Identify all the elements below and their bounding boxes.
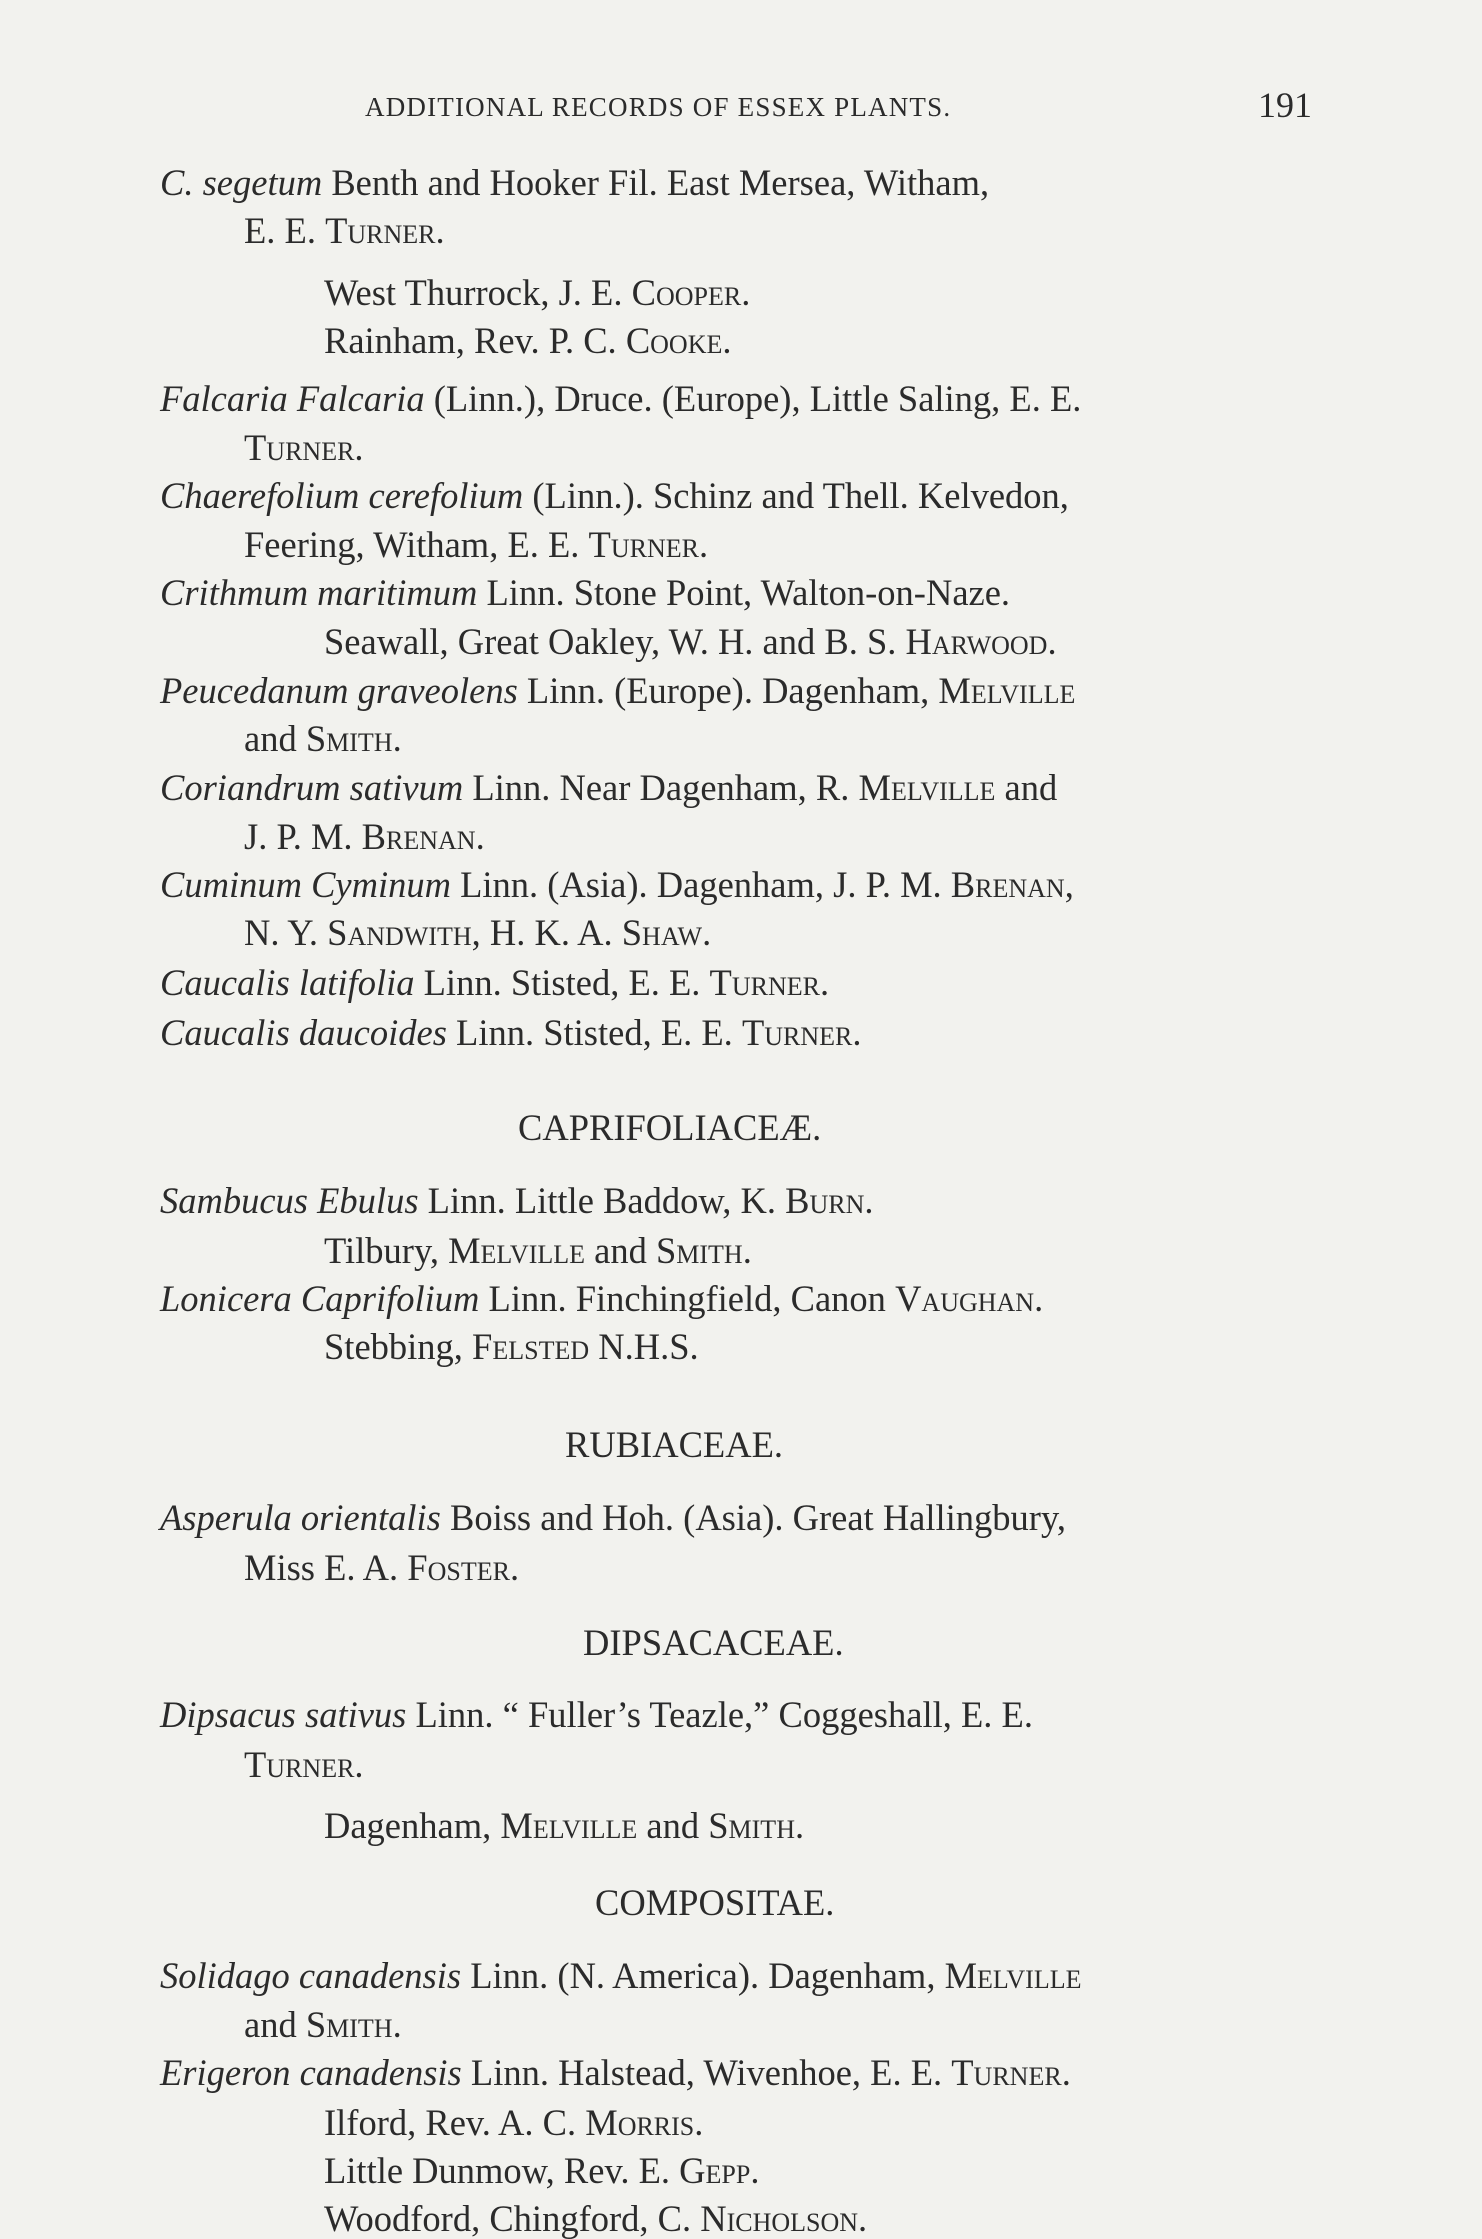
line-text: and	[244, 2004, 306, 2045]
line-text: Linn. Finchingfield, Canon	[479, 1278, 896, 1319]
line-tail: .	[392, 2004, 402, 2045]
collector-name: Smith	[305, 718, 393, 759]
text-line	[244, 210, 445, 251]
line-text: Tilbury,	[324, 1230, 449, 1271]
collector-name: Turner	[244, 427, 355, 468]
line-text: Boiss and Hoh. (Asia). Great Hallingbury,	[440, 1497, 1066, 1538]
line-text: Linn. “ Fuller’s Teazle,” Coggeshall, E. E.	[406, 1694, 1033, 1735]
line-text: Linn. (Asia). Dagenham, J. P. M.	[450, 864, 951, 905]
text-line	[244, 427, 364, 468]
line-text: Linn. Halstead, Wivenhoe, E. E.	[461, 2052, 952, 2093]
line-tail: and	[585, 1230, 656, 1271]
text-line	[324, 1230, 752, 1271]
line-tail: ,	[1064, 864, 1074, 905]
line-text: Dagenham,	[324, 1805, 501, 1846]
text-line	[160, 1278, 1044, 1319]
line-tail: .	[1047, 621, 1057, 662]
text-line	[160, 962, 830, 1003]
text-line	[324, 1326, 699, 1367]
line-tail: .	[1034, 1278, 1044, 1319]
line-tail: .	[475, 816, 485, 857]
section-heading: COMPOSITAE.	[595, 1882, 835, 1923]
line-text: Linn. Stisted, E. E.	[414, 962, 710, 1003]
species-name: Cuminum Cyminum	[160, 864, 451, 905]
line-tail: .	[864, 1180, 874, 1221]
text-line	[160, 378, 1082, 419]
section-heading: RUBIACEAE.	[565, 1424, 783, 1465]
line-text: West Thurrock, J. E.	[324, 272, 632, 313]
text-line	[160, 864, 1074, 905]
text-line	[244, 718, 402, 759]
text-line	[160, 1694, 1033, 1735]
collector-name: Melville	[448, 1230, 586, 1271]
text-line	[324, 621, 1057, 662]
text-line	[244, 1744, 364, 1785]
line-text: Rainham, Rev. P. C.	[324, 320, 626, 361]
line-tail: , H. K. A.	[471, 912, 622, 953]
line-text: J. P. M.	[244, 816, 362, 857]
line-tail: .	[509, 1547, 520, 1588]
line-text: Linn. (N. America). Dagenham,	[461, 1955, 945, 1996]
collector-name: Burn	[785, 1180, 865, 1221]
collector-name: Gepp	[679, 2150, 751, 2191]
text-line	[324, 1805, 805, 1846]
line-text: Benth and Hooker Fil. East Mersea, Witham,	[322, 162, 990, 203]
text-line	[244, 912, 712, 953]
text-line	[324, 2150, 760, 2191]
text-line	[160, 1497, 1066, 1538]
line-text: E. E.	[244, 210, 326, 251]
text-line	[324, 2198, 868, 2239]
line-tail: .	[819, 962, 830, 1003]
line-text: N. Y.	[244, 912, 328, 953]
collector-name: Melville	[938, 670, 1076, 711]
text-line	[160, 1955, 1082, 1996]
line-tail: .	[702, 912, 712, 953]
collector-name: Turner	[588, 524, 699, 565]
line-text: Little Dunmow, Rev. E.	[324, 2150, 680, 2191]
collector-name: Felsted	[472, 1326, 590, 1367]
line-tail: .	[858, 2198, 868, 2239]
collector-name: Cooper	[631, 272, 742, 313]
collector-name: Smith	[305, 2004, 393, 2045]
text-line	[160, 162, 990, 203]
line-tail: .	[794, 1805, 805, 1846]
line-text: Linn. (Europe). Dagenham,	[517, 670, 939, 711]
text-line	[160, 1180, 874, 1221]
line-tail: .	[354, 1744, 364, 1785]
running-title: ADDITIONAL RECORDS OF ESSEX PLANTS.	[365, 92, 952, 122]
line-text: Stebbing,	[324, 1326, 473, 1367]
line-text: (Linn.), Druce. (Europe), Little Saling, E. E.	[424, 378, 1082, 419]
text-line	[244, 1547, 520, 1588]
line-tail: and	[995, 767, 1058, 808]
line-text: Ilford, Rev. A. C.	[324, 2102, 586, 2143]
text-line	[244, 524, 709, 565]
line-text: Woodford, Chingford, C.	[324, 2198, 701, 2239]
line-tail: N.H.S.	[589, 1326, 699, 1367]
species-name: Solidago canadensis	[160, 1955, 462, 1996]
line-tail: .	[742, 1230, 752, 1271]
section-heading: CAPRIFOLIACEÆ.	[518, 1107, 822, 1148]
collector-name: Shaw	[621, 912, 703, 953]
species-name: Crithmum maritimum	[160, 572, 478, 613]
line-tail: .	[741, 272, 751, 313]
line-text: Linn. Stisted, E. E.	[446, 1012, 742, 1053]
collector-name: Melville	[500, 1805, 638, 1846]
species-name: Asperula orientalis	[160, 1497, 441, 1538]
collector-name: Turner	[244, 1744, 355, 1785]
line-text: (Linn.). Schinz and Thell. Kelvedon,	[523, 475, 1069, 516]
line-tail: and	[637, 1805, 709, 1846]
line-text: Linn. Little Baddow, K.	[418, 1180, 786, 1221]
text-line	[160, 572, 1011, 613]
species-name: C. segetum	[160, 162, 323, 203]
collector-name: Nicholson	[700, 2198, 859, 2239]
text-line	[244, 2004, 402, 2045]
collector-name: Morris	[585, 2102, 695, 2143]
collector-name: Melville	[944, 1955, 1082, 1996]
collector-name: Harwood	[905, 621, 1048, 662]
collector-name: Brenan	[950, 864, 1065, 905]
line-text: Linn. Stone Point, Walton-on-Naze.	[477, 572, 1011, 613]
line-tail: .	[722, 320, 732, 361]
line-text: Seawall, Great Oakley, W. H. and B. S.	[324, 621, 906, 662]
collector-name: Foster	[407, 1547, 510, 1588]
collector-name: Smith	[655, 1230, 743, 1271]
line-text: and	[244, 718, 306, 759]
species-name: Falcaria Falcaria	[160, 378, 425, 419]
text-line	[324, 272, 751, 313]
page-number: 191	[1258, 85, 1312, 125]
line-tail: .	[694, 2102, 704, 2143]
line-text: Feering, Witham, E. E.	[244, 524, 589, 565]
line-tail: .	[698, 524, 709, 565]
text-line	[244, 816, 485, 857]
text-line	[160, 475, 1069, 516]
species-name: Peucedanum graveolens	[160, 670, 518, 711]
text-line	[324, 2102, 704, 2143]
species-name: Dipsacus sativus	[160, 1694, 407, 1735]
species-name: Sambucus Ebulus	[160, 1180, 419, 1221]
text-line	[160, 670, 1076, 711]
collector-name: Turner	[951, 2052, 1062, 2093]
collector-name: Sandwith	[327, 912, 472, 953]
line-text: Linn. Near Dagenham, R.	[463, 767, 859, 808]
collector-name: Vaughan	[895, 1278, 1035, 1319]
species-name: Caucalis latifolia	[160, 962, 415, 1003]
species-name: Lonicera Caprifolium	[160, 1278, 480, 1319]
species-name: Coriandrum sativum	[160, 767, 464, 808]
line-tail: .	[1061, 2052, 1071, 2093]
collector-name: Brenan	[361, 816, 476, 857]
collector-name: Turner	[709, 962, 820, 1003]
species-name: Chaerefolium cerefolium	[160, 475, 524, 516]
collector-name: Turner	[325, 210, 436, 251]
text-line	[160, 767, 1058, 808]
species-name: Caucalis daucoides	[160, 1012, 447, 1053]
line-tail: .	[852, 1012, 862, 1053]
text-line	[160, 2052, 1071, 2093]
text-line	[324, 320, 732, 361]
line-text: Miss E. A.	[244, 1547, 408, 1588]
collector-name: Smith	[708, 1805, 795, 1846]
section-heading: DIPSACACEAE.	[583, 1622, 844, 1663]
line-tail: .	[354, 427, 364, 468]
line-tail: .	[392, 718, 402, 759]
collector-name: Turner	[741, 1012, 853, 1053]
collector-name: Melville	[858, 767, 996, 808]
line-tail: .	[435, 210, 445, 251]
species-name: Erigeron canadensis	[160, 2052, 462, 2093]
line-tail: .	[750, 2150, 760, 2191]
text-line	[160, 1012, 862, 1053]
collector-name: Cooke	[625, 320, 723, 361]
